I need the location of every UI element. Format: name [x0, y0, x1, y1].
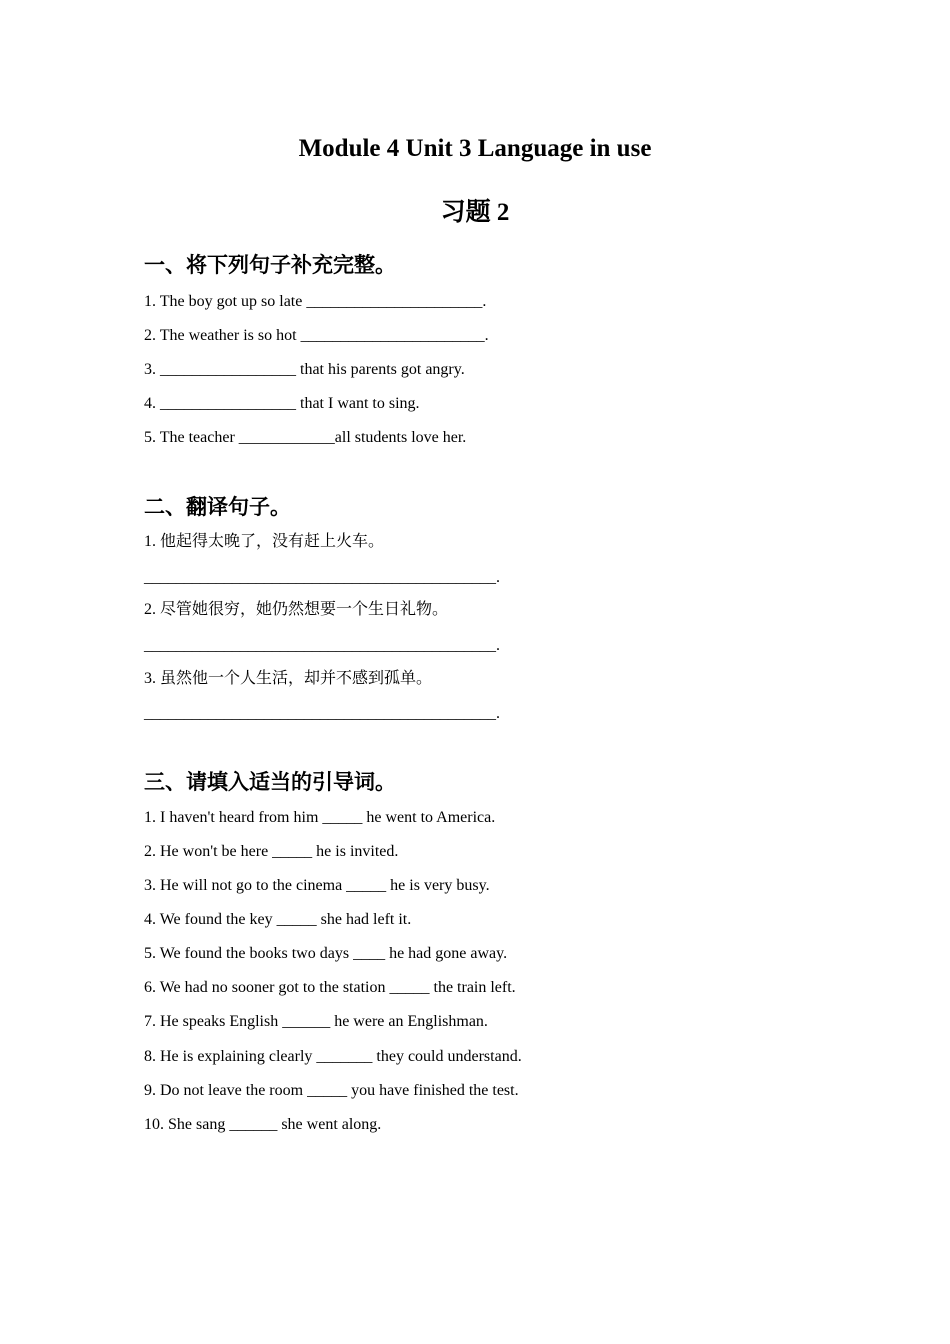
translation-prompt: 2. 尽管她很穷，她仍然想要一个生日礼物。 [144, 601, 449, 618]
exercise-line: 1. I haven't heard from him _____ he went to America. [144, 809, 496, 826]
answer-blank: ____________________________________________. [144, 705, 500, 722]
exercise-line: 5. We found the books two days ____ he had gone away. [144, 945, 508, 962]
section-heading-2: 二、翻译句子。 [144, 495, 291, 519]
answer-blank: ____________________________________________. [144, 569, 500, 586]
exercise-line: 2. The weather is so hot _______________________. [144, 327, 489, 344]
exercise-line: 2. He won't be here _____ he is invited. [144, 843, 399, 860]
exercise-line: 8. He is explaining clearly _______ they could understand. [144, 1048, 522, 1065]
section-heading-1: 一、将下列句子补充完整。 [144, 253, 396, 277]
translation-prompt: 1. 他起得太晚了，没有赶上火车。 [144, 533, 385, 550]
exercise-line: 3. _________________ that his parents got angry. [144, 361, 465, 378]
section-heading-3: 三、请填入适当的引导词。 [144, 770, 396, 794]
exercise-line: 4. We found the key _____ she had left it. [144, 911, 412, 928]
exercise-line: 9. Do not leave the room _____ you have finished the test. [144, 1082, 519, 1099]
translation-prompt: 3. 虽然他一个人生活，却并不感到孤单。 [144, 670, 433, 687]
exercise-line: 3. He will not go to the cinema _____ he is very busy. [144, 877, 490, 894]
exercise-line: 4. _________________ that I want to sing. [144, 395, 420, 412]
exercise-line: 10. She sang ______ she went along. [144, 1116, 382, 1133]
document-subtitle: 习题 2 [440, 199, 510, 226]
exercise-line: 6. We had no sooner got to the station _____ the train left. [144, 979, 516, 996]
exercise-line: 7. He speaks English ______ he were an Englishman. [144, 1013, 488, 1030]
answer-blank: ____________________________________________. [144, 637, 500, 654]
exercise-line: 1. The boy got up so late ______________________. [144, 293, 487, 310]
document-title: Module 4 Unit 3 Language in use [298, 135, 652, 162]
exercise-line: 5. The teacher ____________all students love her. [144, 429, 467, 446]
